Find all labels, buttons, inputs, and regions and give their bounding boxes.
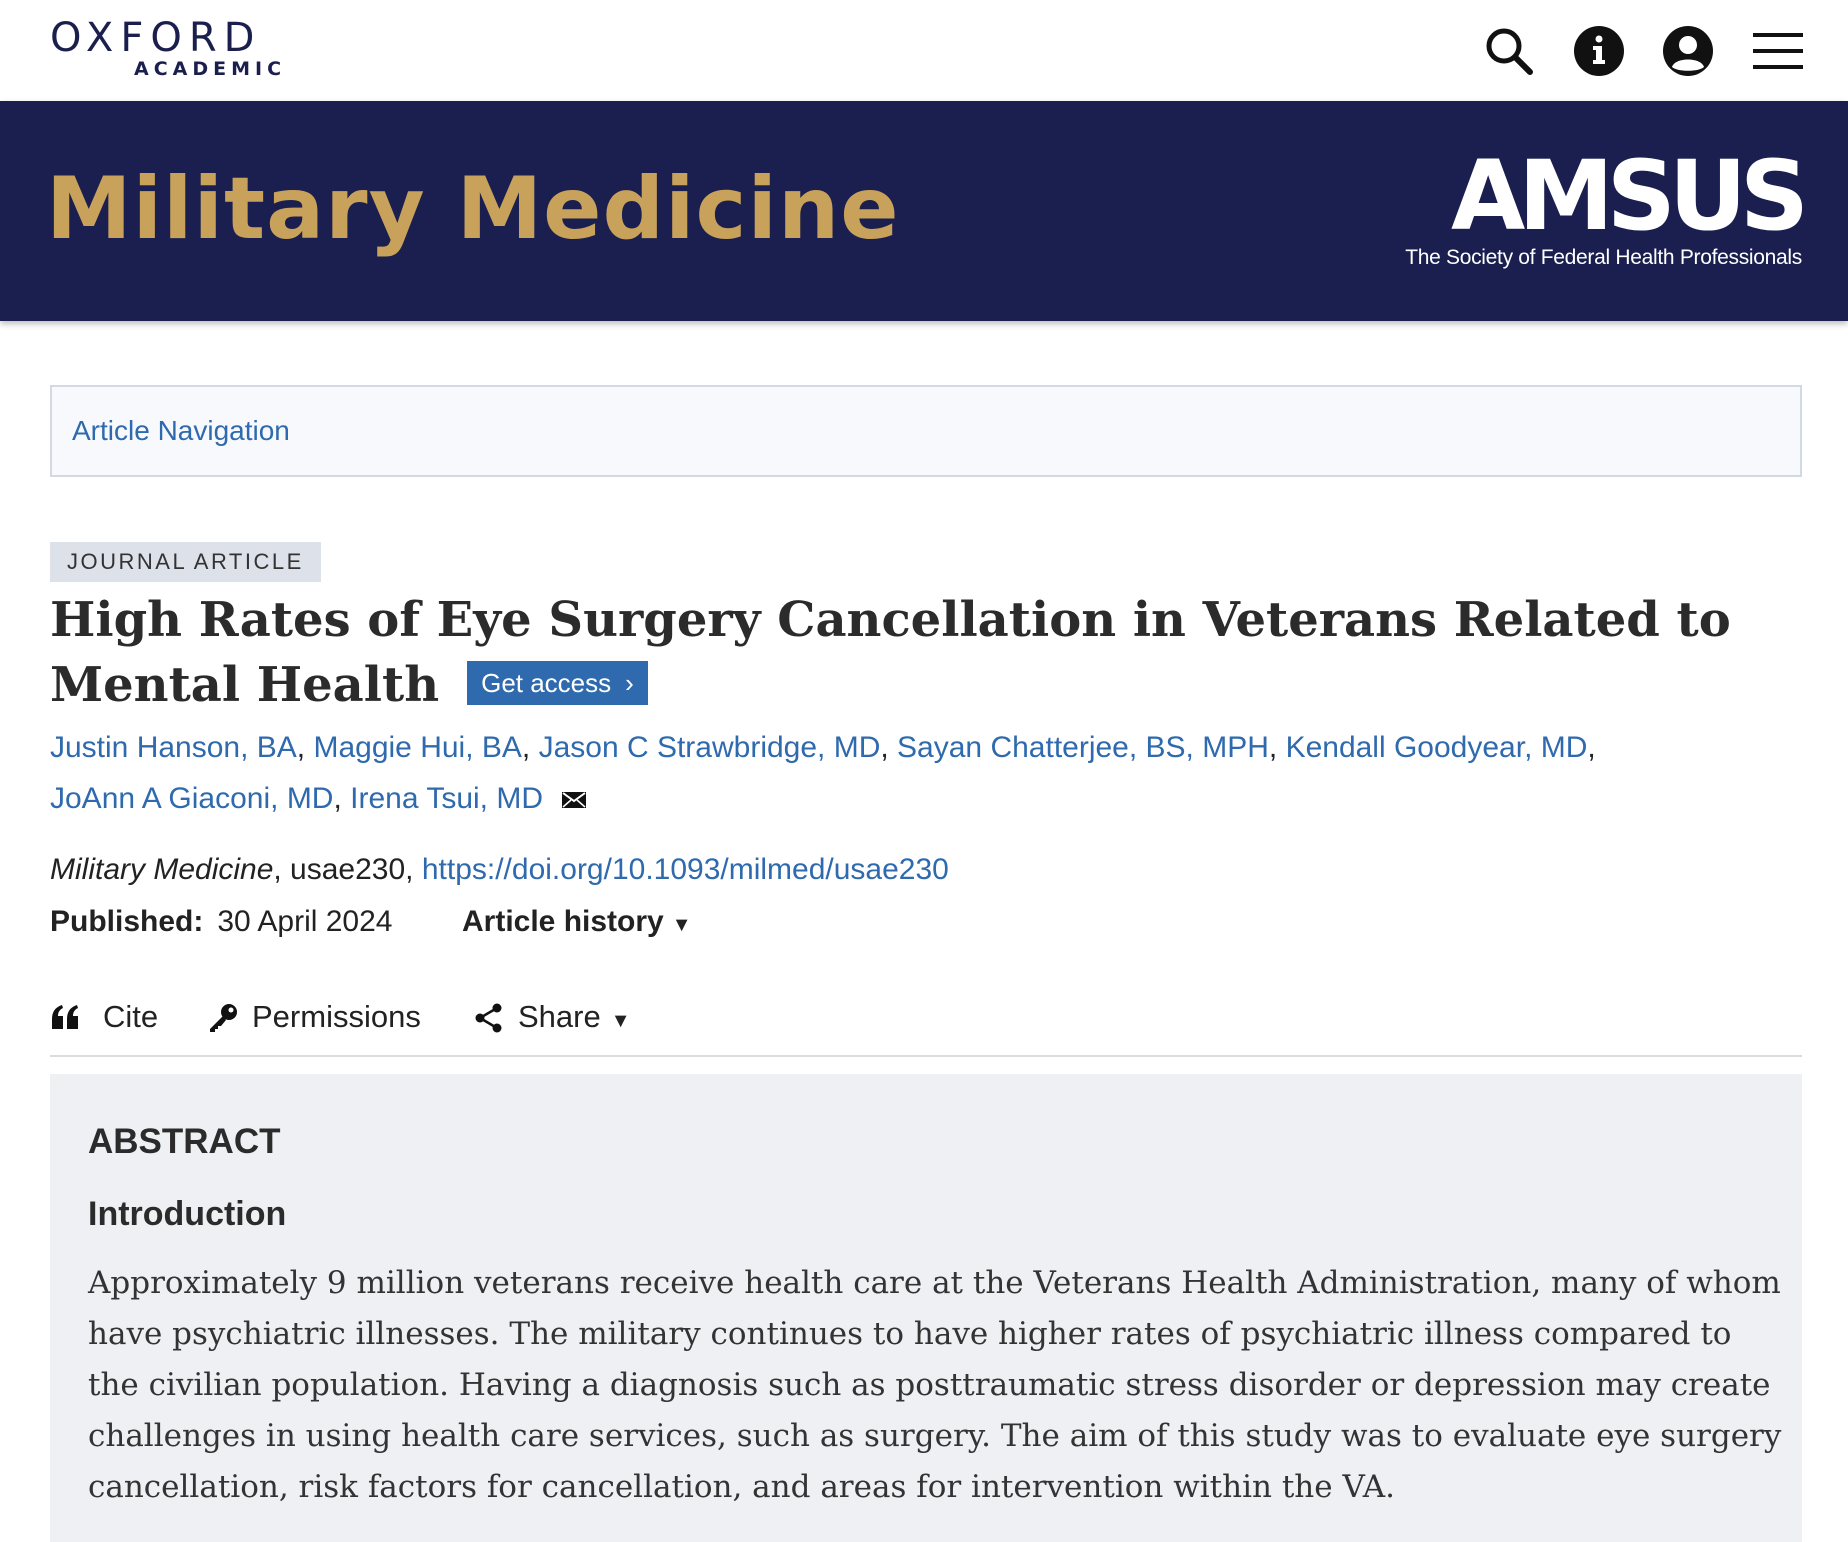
citation-article-id: , usae230, [273,853,422,886]
search-icon[interactable] [1484,26,1534,76]
amsus-tagline: The Society of Federal Health Professionals [1405,246,1802,269]
caret-down-icon: ▼ [671,914,692,936]
info-icon[interactable] [1574,26,1624,76]
amsus-mark: AMSUS [1450,140,1802,252]
caret-down-icon: ▼ [610,1010,631,1032]
article-title-text: High Rates of Eye Surgery Cancellation in Veterans Related to Mental Health [50,592,1731,713]
abstract-section [50,1074,1802,1542]
abstract-subheading: Introduction [88,1195,287,1233]
permissions-label: Permissions [252,999,421,1034]
author-link[interactable]: JoAnn A Giaconi, MD [50,782,334,815]
share-label: Share [518,999,601,1034]
article-title [50,588,1790,718]
cite-label: Cite [103,999,159,1034]
published-info [50,900,392,944]
article-navigation-label: Article Navigation [72,415,290,446]
author-link[interactable]: Kendall Goodyear, MD [1285,731,1588,764]
hamburger-menu-icon[interactable] [1753,26,1803,76]
article-history-toggle[interactable] [462,900,692,947]
envelope-icon[interactable] [561,775,587,826]
article-history-label: Article history [462,905,664,938]
author-link[interactable]: Justin Hanson, BA [50,731,297,764]
author-link[interactable]: Maggie Hui, BA [313,731,522,764]
cite-button[interactable] [50,995,158,1039]
author-link[interactable]: Irena Tsui, MD [350,782,544,815]
abstract-text: Approximately 9 million veterans receive health care at the Veterans Health Administration, many of whom have psychiatric illnesses. The military continues to have higher rates of psychiatric illness compared to the civilian population. Having a diagnosis such as posttraumatic stress disorder or depression may create challenges in using health care services, such as surgery. The aim of this study was to evaluate eye surgery cancellation, risk factors for cancellation, and areas for intervention within the VA. [88,1265,1782,1505]
top-bar [0,0,1848,101]
share-button[interactable] [474,995,631,1039]
divider [50,1055,1802,1057]
user-account-icon[interactable] [1663,26,1713,76]
citation-line [50,848,949,892]
doi-link[interactable]: https://doi.org/10.1093/milmed/usae230 [421,853,949,886]
quote-icon [50,1003,80,1031]
published-label: Published: [50,905,204,938]
share-icon [474,1003,504,1033]
key-icon [207,1003,239,1033]
get-access-button[interactable] [467,661,648,705]
logo-oxford-text: OXFORD [50,15,262,61]
author-list: Justin Hanson, BA, Maggie Hui, BA, Jason C Strawbridge, MD, Sayan Chatterjee, BS, MPH, Kendall Goodyear, MD, JoAnn A Giaconi, MD, Irena Tsui, MD [50,722,1810,826]
author-link[interactable]: Sayan Chatterjee, BS, MPH [897,731,1269,764]
get-access-label: Get access [481,667,612,698]
journal-title[interactable]: Military Medicine [46,159,900,259]
oxford-academic-logo[interactable] [50,15,287,80]
amsus-logo[interactable] [1405,140,1802,271]
citation-journal: Military Medicine [50,853,274,886]
journal-banner [0,101,1848,321]
article-navigation-toggle[interactable] [50,385,1802,477]
permissions-button[interactable] [207,995,421,1039]
article-type-badge: JOURNAL ARTICLE [50,542,321,582]
logo-academic-text: ACADEMIC [134,58,287,80]
published-date: 30 April 2024 [217,905,393,938]
chevron-right-icon: › [625,667,634,698]
abstract-heading: ABSTRACT [88,1122,281,1161]
author-link[interactable]: Jason C Strawbridge, MD [538,731,881,764]
